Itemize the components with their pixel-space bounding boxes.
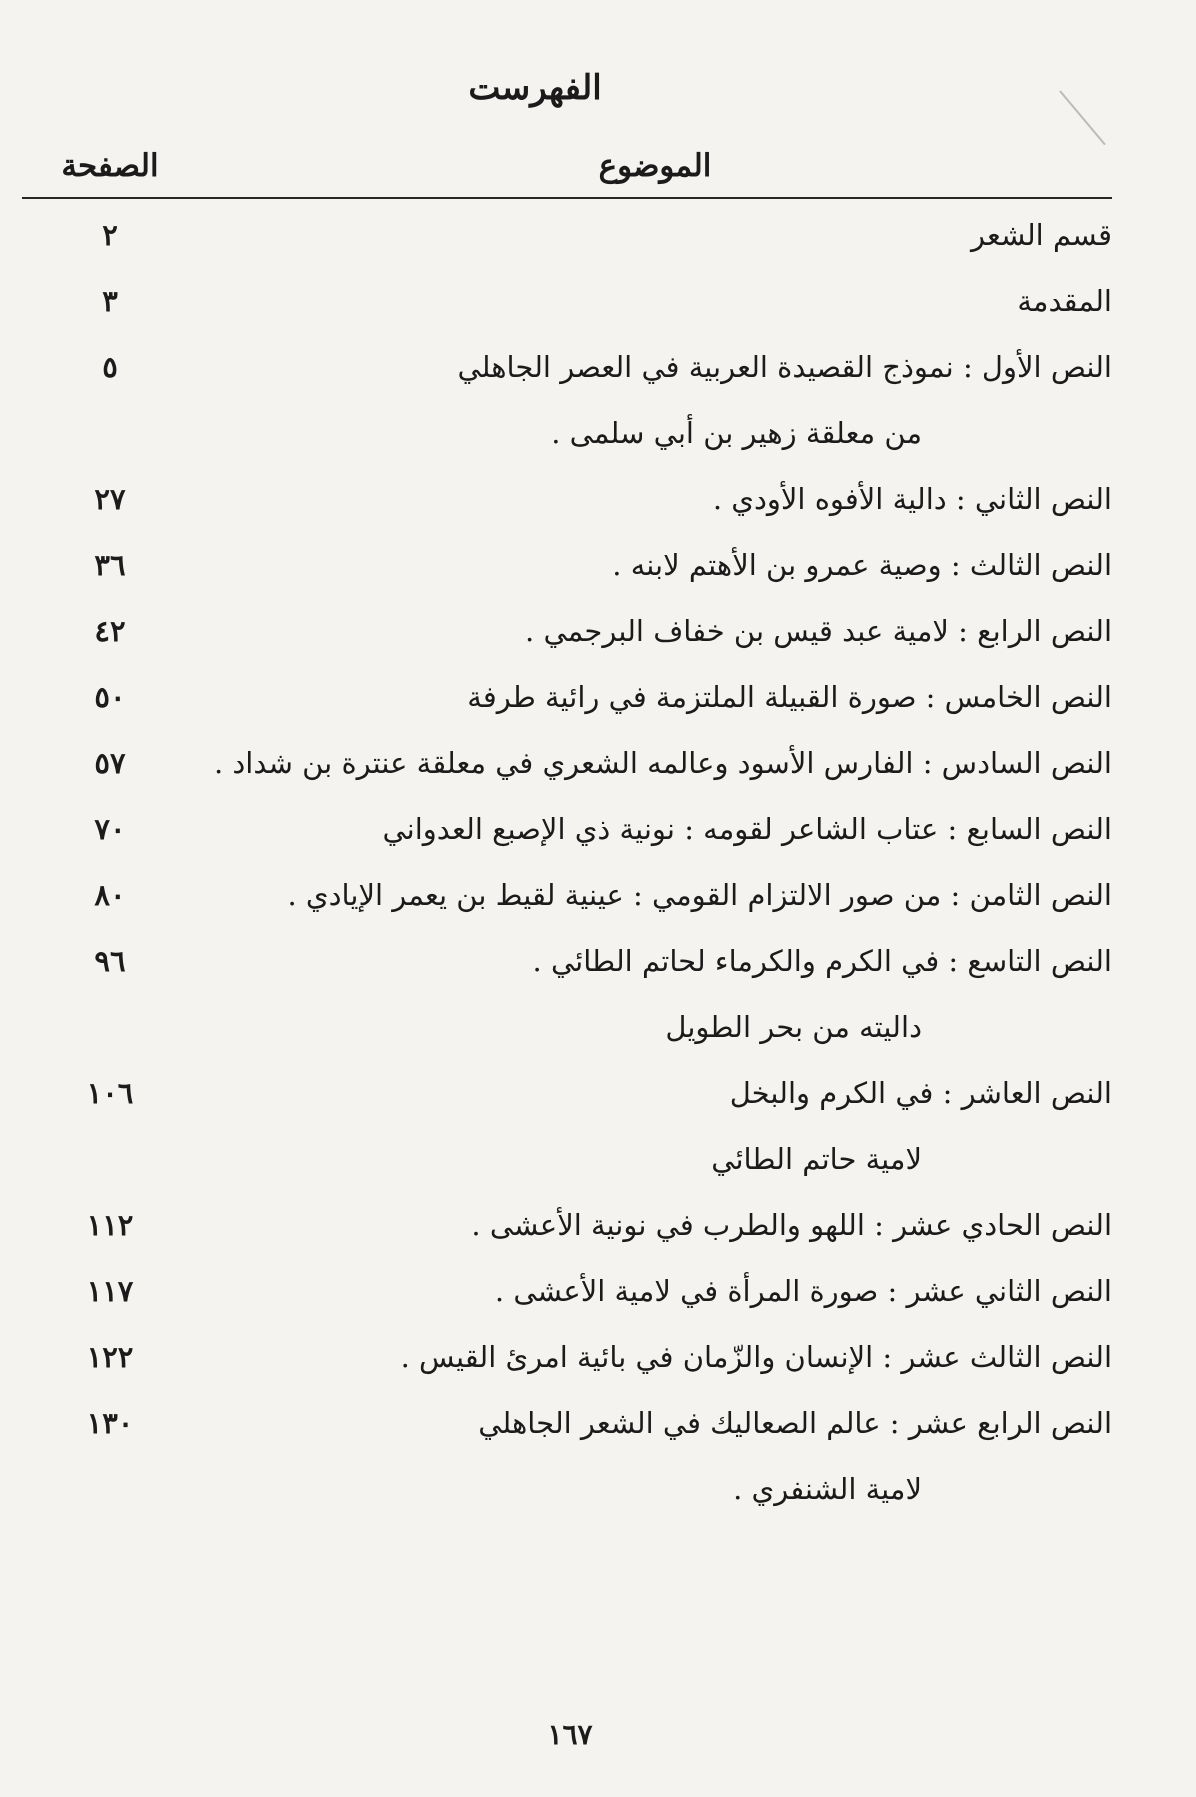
toc-entry-title: النص الثاني عشر : صورة المرأة في لامية الأعشى . [494, 1274, 1112, 1308]
toc-entry-title: النص الرابع عشر : عالم الصعاليك في الشعر الجاهلي [478, 1406, 1112, 1440]
toc-entry-page: ٥ [102, 350, 118, 384]
header-divider [22, 197, 1112, 199]
toc-entry-page: ١٣٠ [86, 1406, 134, 1440]
toc-entry-page: ٧٠ [94, 812, 126, 846]
toc-entry-continuation [40, 406, 1112, 472]
toc-list [40, 208, 1112, 1528]
toc-entry-page: ٨٠ [94, 878, 126, 912]
toc-entry-page: ٤٢ [94, 614, 126, 648]
toc-entry-subtitle: من معلقة زهير بن أبي سلمى . [551, 416, 922, 450]
toc-entry-title: النص الحادي عشر : اللهو والطرب في نونية الأعشى . [471, 1208, 1112, 1242]
toc-entry-title: قسم الشعر [970, 218, 1112, 252]
toc-entry-continuation [40, 1000, 1112, 1066]
toc-entry-title: النص السادس : الفارس الأسود وعالمه الشعري في معلقة عنترة بن شداد . [213, 746, 1112, 780]
toc-entry [40, 1330, 1112, 1396]
toc-entry-page: ٩٦ [94, 944, 126, 978]
toc-entry-title: النص الثاني : دالية الأفوه الأودي . [712, 482, 1112, 516]
toc-entry-page: ٣ [102, 284, 118, 318]
toc-entry-title: النص الخامس : صورة القبيلة الملتزمة في رائية طرفة [467, 680, 1112, 714]
toc-entry-page: ٥٧ [94, 746, 126, 780]
toc-entry-title: المقدمة [1017, 284, 1112, 318]
toc-entry-title: النص التاسع : في الكرم والكرماء لحاتم الطائي . [532, 944, 1112, 978]
toc-entry-continuation [40, 1132, 1112, 1198]
page-number-footer: ١٦٧ [547, 1718, 593, 1751]
toc-entry-title: النص السابع : عتاب الشاعر لقومه : نونية ذي الإصبع العدواني [382, 812, 1112, 846]
toc-entry-title: النص الثالث : وصية عمرو بن الأهتم لابنه . [612, 548, 1112, 582]
toc-entry-title: النص الرابع : لامية عبد قيس بن خفاف البرجمي . [525, 614, 1112, 648]
toc-entry-title: النص الثامن : من صور الالتزام القومي : عينية لقيط بن يعمر الإيادي . [287, 878, 1112, 912]
toc-entry-continuation [40, 1462, 1112, 1528]
toc-entry [40, 934, 1112, 1000]
toc-entry-subtitle: لامية حاتم الطائي [711, 1142, 922, 1176]
toc-entry-title: النص الثالث عشر : الإنسان والزّمان في بائية امرئ القيس . [400, 1340, 1112, 1374]
toc-entry-page: ١٠٦ [86, 1076, 134, 1110]
page-column-header: الصفحة [61, 148, 159, 184]
toc-entry-page: ٥٠ [94, 680, 126, 714]
toc-entry-page: ٢٧ [94, 482, 126, 516]
toc-entry [40, 208, 1112, 274]
toc-entry-page: ١١٧ [86, 1274, 134, 1308]
toc-entry [40, 1198, 1112, 1264]
toc-entry [40, 868, 1112, 934]
toc-entry [40, 538, 1112, 604]
toc-entry-page: ٣٦ [94, 548, 126, 582]
toc-entry [40, 1066, 1112, 1132]
toc-entry [40, 1396, 1112, 1462]
toc-entry [40, 670, 1112, 736]
toc-entry-title: النص العاشر : في الكرم والبخل [729, 1076, 1112, 1110]
toc-entry-title: النص الأول : نموذج القصيدة العربية في العصر الجاهلي [457, 350, 1112, 384]
toc-entry-page: ١١٢ [86, 1208, 134, 1242]
toc-entry [40, 1264, 1112, 1330]
toc-entry [40, 472, 1112, 538]
toc-entry [40, 802, 1112, 868]
toc-entry [40, 340, 1112, 406]
toc-entry [40, 736, 1112, 802]
toc-entry-subtitle: لامية الشنفري . [733, 1472, 922, 1506]
toc-entry-page: ٢ [102, 218, 118, 252]
page-title: الفهرست [468, 68, 602, 108]
subject-column-header: الموضوع [598, 148, 712, 184]
toc-entry-page: ١٢٢ [86, 1340, 134, 1374]
toc-entry-subtitle: داليته من بحر الطويل [665, 1010, 922, 1044]
toc-entry [40, 604, 1112, 670]
toc-entry [40, 274, 1112, 340]
